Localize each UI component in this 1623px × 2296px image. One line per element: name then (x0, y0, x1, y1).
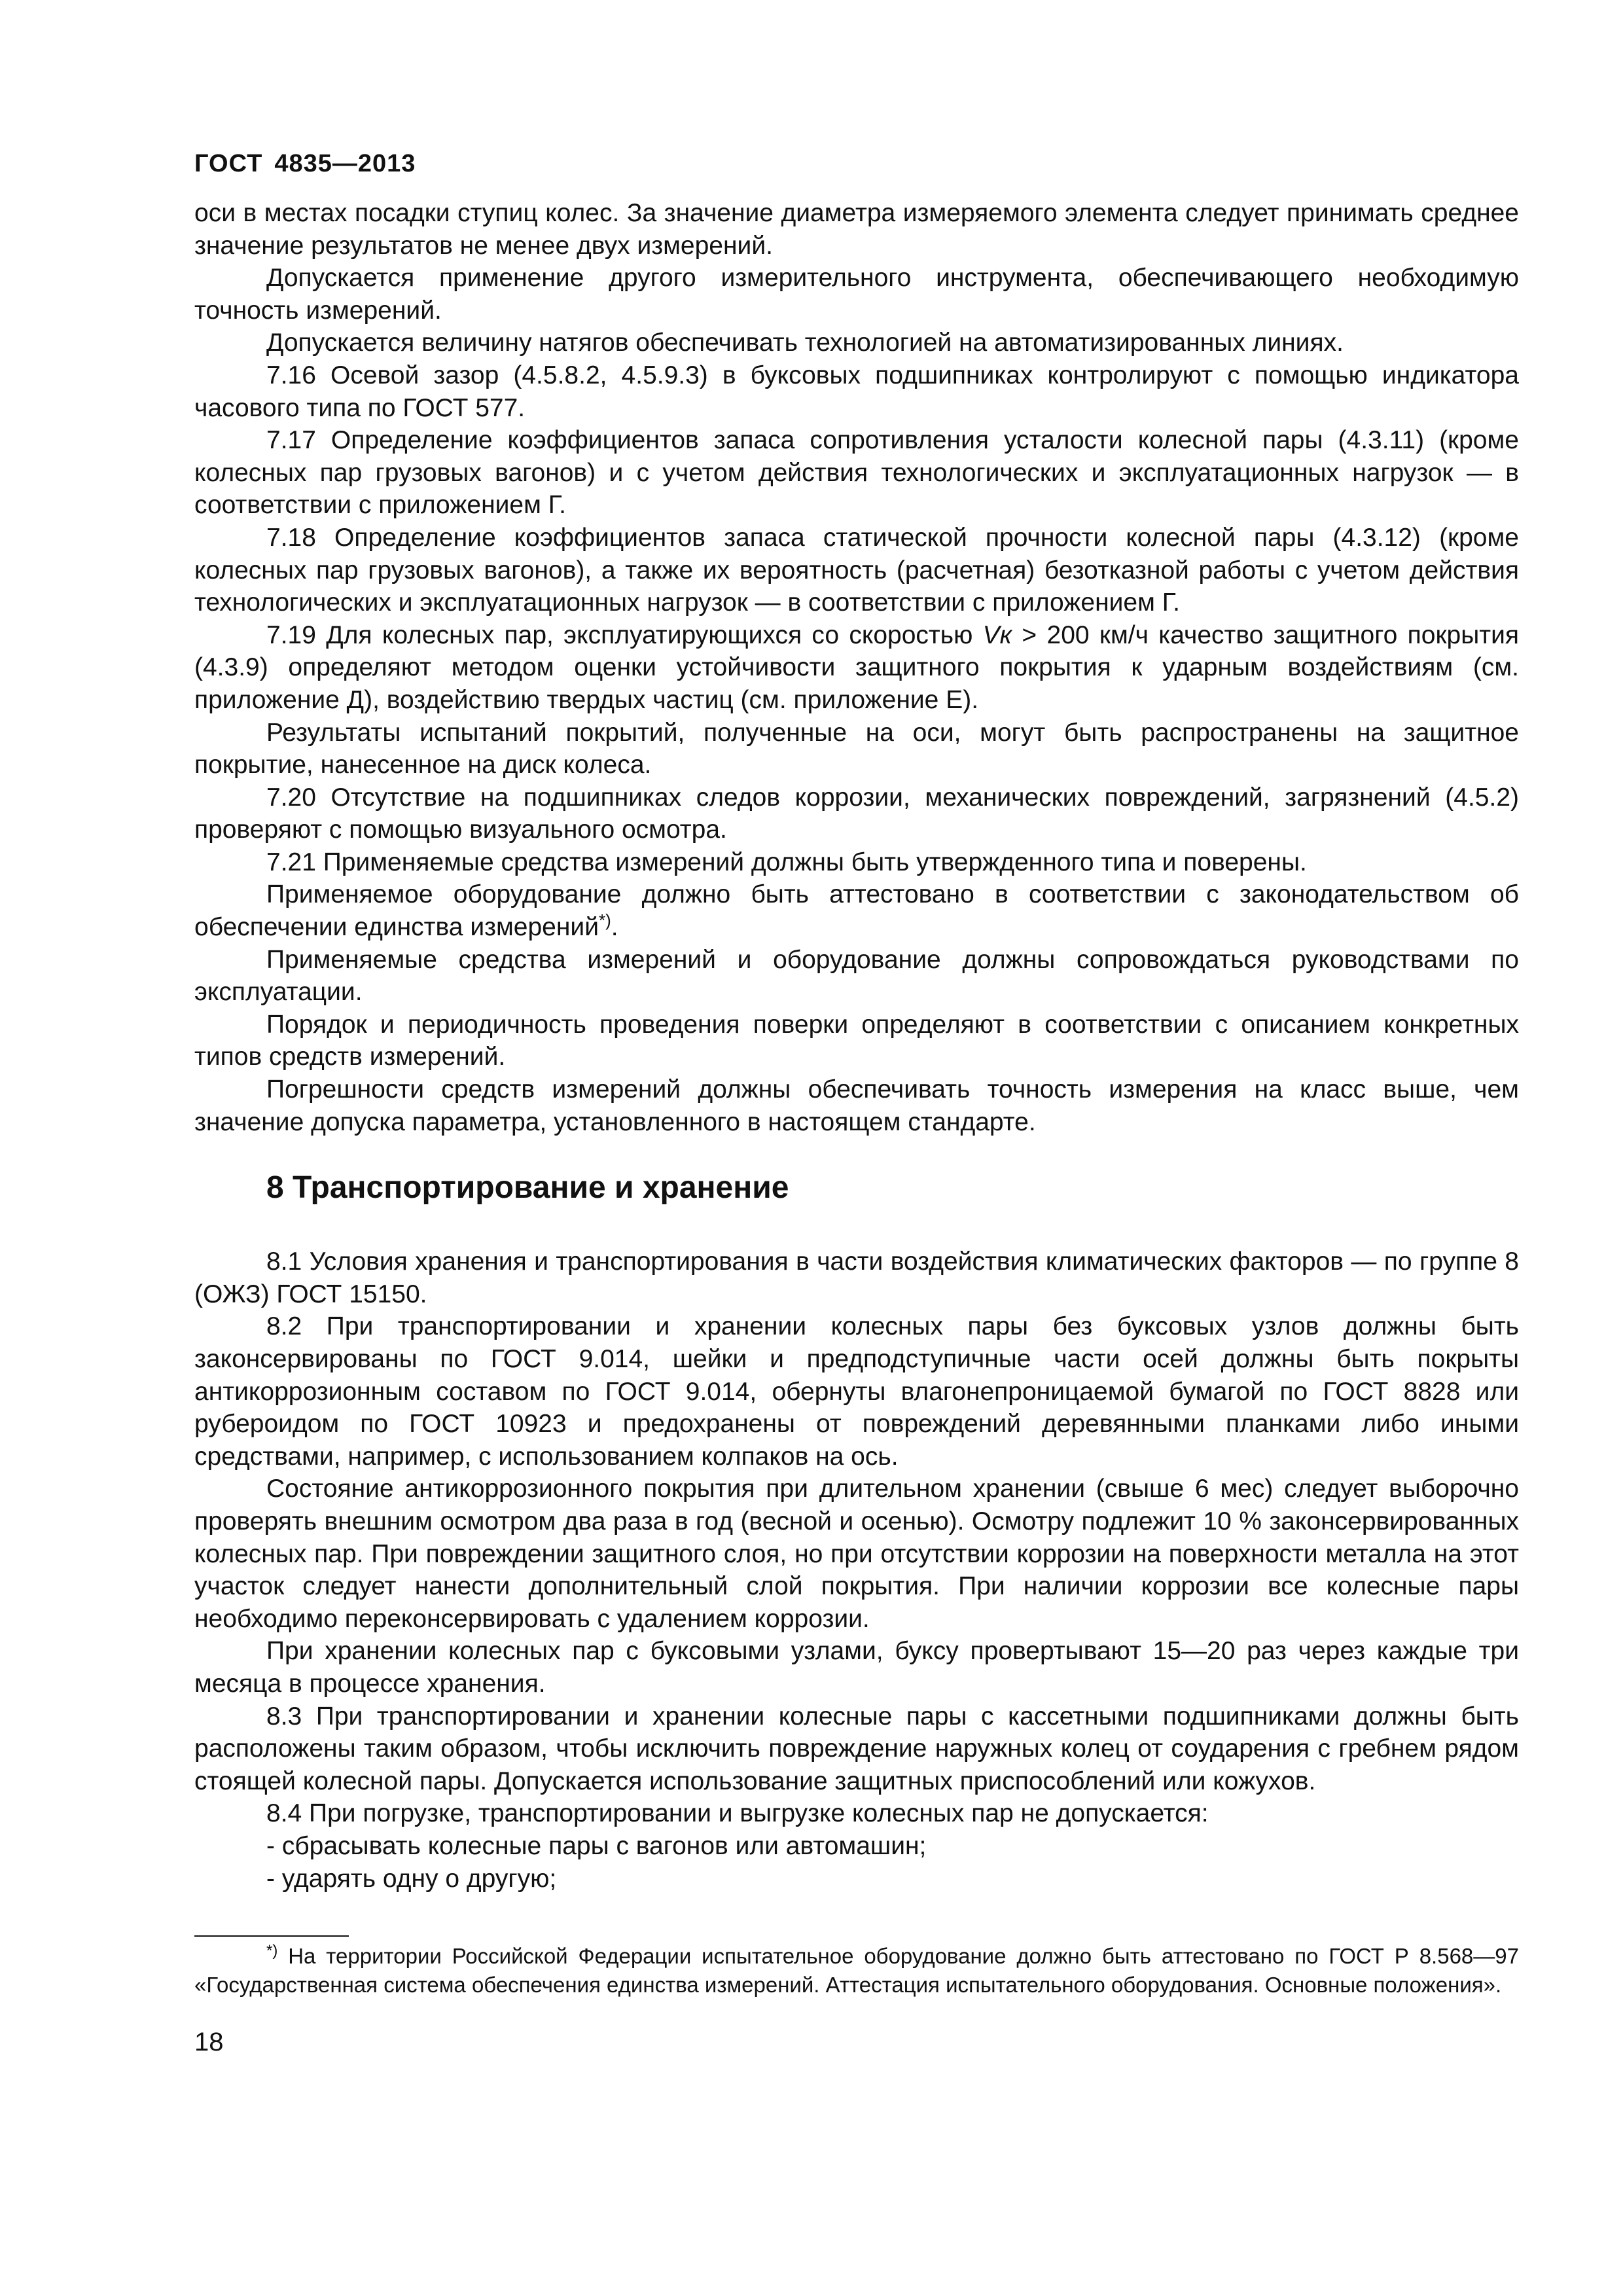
paragraph: Допускается величину натягов обеспечивать технологией на автоматизированных линиях. (266, 329, 1344, 357)
clause-8-3: 8.3 При транспортировании и хранении колесные пары с кассетными подшипниками должны быть расположены таким образом, чтобы исключить повреждение наружных колец от соударения с гребнем рядом стоящей колесной пары. Допускается использование защитных приспособлений или кожухов. (194, 1702, 1519, 1795)
clause-7-20: 7.20 Отсутствие на подшипниках следов коррозии, механических повреждений, загрязнений (4.5.2) проверяют с помощью визуального осмотра. (194, 783, 1519, 844)
clause-7-21: 7.21 Применяемые средства измерений должны быть утвержденного типа и поверены. (266, 848, 1307, 876)
page-number: 18 (194, 2028, 224, 2057)
paragraph: оси в местах посадки ступиц колес. За значение диаметра измеряемого элемента следует принимать среднее значение результатов не менее двух измерений. (194, 199, 1519, 260)
clause-8-2: 8.2 При транспортировании и хранении колесных пары без буксовых узлов должны быть законсервированы по ГОСТ 9.014, шейки и предподступичные части осей должны быть покрыты антикоррозионным составом по ГОСТ 9.014, обернуты влагонепроницаемой бумагой по ГОСТ 8828 или рубероидом по ГОСТ 10923 и предохранены от повреждений деревянными планками либо иными средствами, например, с использованием колпаков на ось. (194, 1312, 1519, 1471)
footnote-reference[interactable]: *) (598, 910, 611, 931)
list-item: - ударять одну о другую; (266, 1864, 557, 1893)
paragraph: Допускается применение другого измерительного инструмента, обеспечивающего необходимую точность измерений. (194, 264, 1519, 325)
paragraph-equipment-text: Применяемое оборудование должно быть аттестовано в соответствии с законодательством об обеспечении единства измерений (194, 880, 1519, 942)
standard-number: 4835—2013 (274, 150, 416, 177)
clause-7-17: 7.17 Определение коэффициентов запаса сопротивления усталости колесной пары (4.3.11) (кроме колесных пар грузовых вагонов) и с учетом действия технологических и эксплуатационных нагрузок — в соответствии с приложением Г. (194, 426, 1519, 520)
standard-prefix: ГОСТ (194, 150, 263, 177)
paragraph: При хранении колесных пар с буксовыми узлами, буксу провертывают 15—20 раз через каждые три месяца в процессе хранения. (194, 1637, 1519, 1698)
footnote-text: На территории Российской Федерации испытательное оборудование должно быть аттестовано по ГОСТ Р 8.568—97 «Государственная система обеспечения единства измерений. Аттестация испытательного оборудования. Основные положения». (194, 1944, 1519, 1998)
paragraph-equipment (194, 878, 1519, 943)
document-page (194, 147, 1519, 2058)
footnote-divider (194, 1935, 349, 1937)
footnote-marker: *) (266, 1942, 278, 1960)
footnote (194, 1942, 1519, 2000)
clause-7-19-end: > 200 км/ч качество защитного покрытия (4.3.9) определяют методом оценки устойчивости защитного покрытия к ударным воздействиям (см. приложение Д), воздействию твердых частиц (см. приложение Е). (194, 620, 1519, 714)
clause-7-19 (194, 619, 1519, 717)
section-heading: 8 Транспортирование и хранение (266, 1170, 789, 1206)
clause-7-19-start: 7.19 Для колесных пар, эксплуатирующихся со скоростью (266, 620, 983, 649)
paragraph-equipment-tail: . (611, 913, 618, 942)
clause-7-18: 7.18 Определение коэффициентов запаса статической прочности колесной пары (4.3.12) (кроме колесных пар грузовых вагонов), а также их вероятность (расчетная) безотказной работы с учетом действия технологических и эксплуатационных нагрузок — в соответствии с приложением Г. (194, 523, 1519, 617)
clause-8-1: 8.1 Условия хранения и транспортирования в части воздействия климатических факторов — по группе 8 (ОЖЗ) ГОСТ 15150. (194, 1247, 1519, 1308)
paragraph: Применяемые средства измерений и оборудование должны сопровождаться руководствами по эксплуатации. (194, 945, 1519, 1007)
clause-7-16: 7.16 Осевой зазор (4.5.8.2, 4.5.9.3) в буксовых подшипниках контролируют с помощью индикатора часового типа по ГОСТ 577. (194, 361, 1519, 422)
document-header (194, 147, 1519, 180)
paragraph: Состояние антикоррозионного покрытия при длительном хранении (свыше 6 мес) следует выборочно проверять внешним осмотром два раза в год (весной и осенью). Осмотру подлежит 10 % законсервированных колесных пар. При повреждении защитного слоя, но при отсутствии коррозии на поверхности металла на этот участок следует нанести дополнительный слой покрытия. При наличии коррозии все колесные пары необходимо переконсервировать с удалением коррозии. (194, 1475, 1519, 1633)
paragraph: Результаты испытаний покрытий, полученные на оси, могут быть распространены на защитное покрытие, нанесенное на диск колеса. (194, 718, 1519, 780)
clause-8-4: 8.4 При погрузке, транспортировании и выгрузке колесных пар не допускается: (266, 1799, 1209, 1828)
main-text (194, 197, 1519, 1895)
paragraph: Порядок и периодичность проведения поверки определяют в соответствии с описанием конкретных типов средств измерений. (194, 1010, 1519, 1071)
speed-symbol: Vк (982, 620, 1012, 649)
list-item: - сбрасывать колесные пары с вагонов или автомашин; (266, 1831, 927, 1860)
paragraph: Погрешности средств измерений должны обеспечивать точность измерения на класс выше, чем значение допуска параметра, установленного в настоящем стандарте. (194, 1075, 1519, 1136)
